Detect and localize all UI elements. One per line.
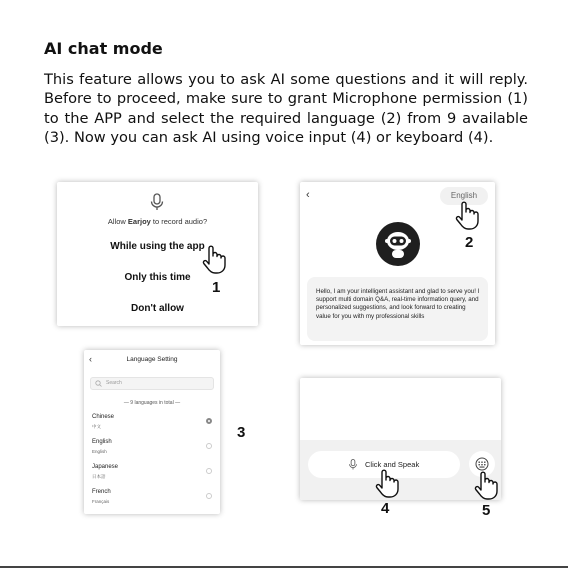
language-item-english[interactable]: English English <box>92 439 212 461</box>
search-icon <box>95 380 102 387</box>
only-this-time-button[interactable]: Only this time <box>124 272 191 283</box>
language-button[interactable]: English <box>440 187 488 205</box>
assistant-message-bubble <box>307 277 488 341</box>
pointing-hand-icon <box>453 200 479 230</box>
pointing-hand-icon <box>200 244 226 274</box>
step-number-4: 4 <box>381 500 390 517</box>
step-number-2: 2 <box>465 234 474 251</box>
section-title: AI chat mode <box>44 39 163 58</box>
language-count-label: — 9 languages in total — <box>123 400 181 406</box>
app-name: Earjoy <box>127 217 151 226</box>
step-number-3: 3 <box>237 424 246 441</box>
section-body: This feature allows you to ask AI some questions and it will reply. Before to proceed, make sure to grant Microphone permission (1) to the APP and select the required language (2) from 9 available (3). Now you can ask AI using voice input (4) or keyboard (4). <box>44 71 528 147</box>
search-placeholder: Search <box>106 380 122 386</box>
radio-unselected[interactable] <box>206 493 212 499</box>
microphone-icon <box>348 458 358 471</box>
radio-selected[interactable] <box>206 418 212 424</box>
keyboard-icon <box>475 457 489 471</box>
language-item-french[interactable]: French Français <box>92 489 212 511</box>
language-setting-screenshot <box>84 350 220 514</box>
back-arrow-icon[interactable]: ‹ <box>306 189 310 201</box>
microphone-icon <box>149 193 165 211</box>
step-number-5: 5 <box>482 502 491 519</box>
radio-unselected[interactable] <box>206 468 212 474</box>
search-input[interactable] <box>90 377 214 390</box>
back-arrow-icon[interactable]: ‹ <box>89 354 92 364</box>
radio-unselected[interactable] <box>206 443 212 449</box>
permission-dialog-screenshot <box>57 182 258 326</box>
step-number-1: 1 <box>212 279 221 296</box>
robot-avatar-icon <box>376 222 420 266</box>
pointing-hand-icon <box>373 468 399 498</box>
assistant-message-text: Hello, I am your intelligent assistant and glad to serve you! I support multi domain Q&A, real-time information query, and personalized suggestions, and look forward to creating value for you with my professional skills <box>316 288 480 320</box>
click-and-speak-label: Click and Speak <box>365 460 420 469</box>
permission-prompt: Allow Earjoy to record audio? <box>107 217 208 226</box>
language-item-japanese[interactable]: Japanese 日本語 <box>92 464 212 486</box>
dont-allow-button[interactable]: Don't allow <box>131 303 184 314</box>
language-setting-title: Language Setting <box>126 356 178 363</box>
while-using-app-button[interactable]: While using the app <box>110 241 205 252</box>
language-item-chinese[interactable]: Chinese 中文 <box>92 414 212 436</box>
input-bar-screenshot <box>300 378 501 500</box>
pointing-hand-icon <box>472 470 498 500</box>
